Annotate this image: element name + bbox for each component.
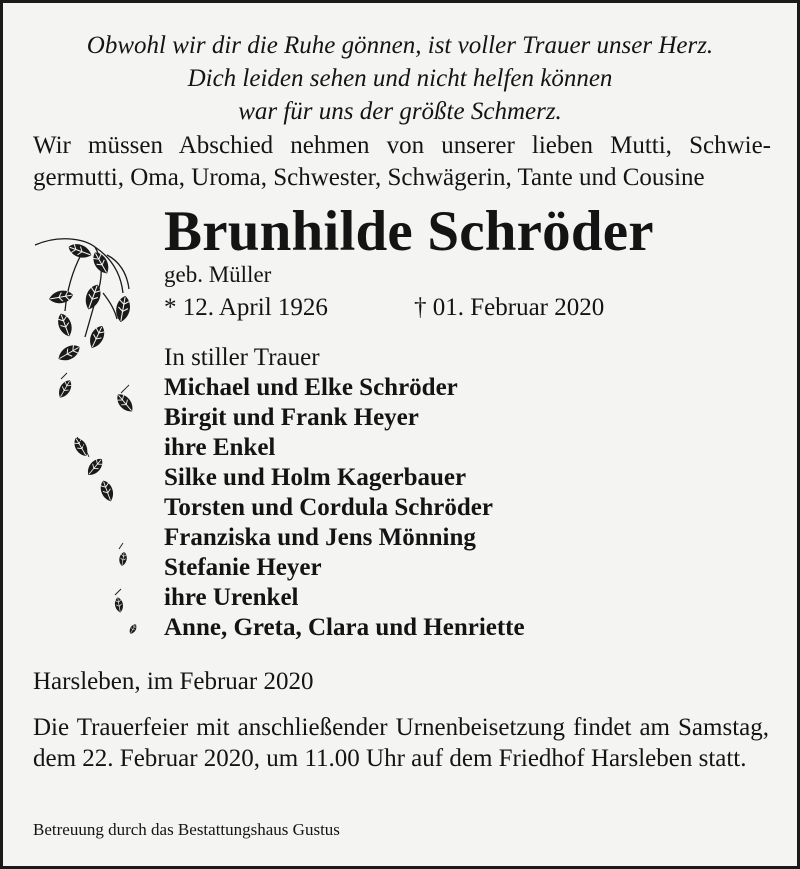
intro-line: germutti, Oma, Uroma, Schwester, Schwägerin, Tante und Cousine <box>33 164 705 191</box>
mourner-line: Torsten und Cordula Schröder <box>164 494 493 521</box>
falling-leaves-branch-icon <box>33 233 153 653</box>
mourners <box>164 343 525 643</box>
funeral-service-info: Die Trauerfeier mit anschließender Urnenbeisetzung findet am Samstag, dem 22. Februar 2020, um 11.00 Uhr auf dem Friedhof Harsleben statt. <box>33 714 769 772</box>
place-date: Harsleben, im Februar 2020 <box>33 668 314 695</box>
poem <box>3 29 797 128</box>
maiden-name: geb. Müller <box>164 262 272 287</box>
intro-text <box>33 130 771 194</box>
mourner-line: ihre Enkel <box>164 434 276 461</box>
mourner-line: Birgit und Frank Heyer <box>164 404 419 431</box>
poem-line: war für uns der größte Schmerz. <box>238 98 562 125</box>
poem-line: Dich leiden sehen und nicht helfen können <box>187 65 613 92</box>
deceased-name: Brunhilde Schröder <box>164 200 654 263</box>
birth-date: * 12. April 1926 <box>164 294 328 321</box>
mourner-line: Stefanie Heyer <box>164 554 322 581</box>
funeral-home-credit: Betreuung durch das Bestattungshaus Gustus <box>33 820 340 839</box>
life-dates <box>164 292 605 324</box>
mourner-line: Anne, Greta, Clara und Henriette <box>164 614 525 641</box>
poem-line: Obwohl wir dir die Ruhe gönnen, ist voller Trauer unser Herz. <box>86 32 714 59</box>
intro-line: Wir müssen Abschied nehmen von unserer lieben Mutti, Schwie- <box>33 132 771 159</box>
mourner-line: ihre Urenkel <box>164 584 299 611</box>
mourners-heading: In stiller Trauer <box>164 344 320 371</box>
mourner-line: Michael und Elke Schröder <box>164 374 458 401</box>
mourner-line: Franziska und Jens Mönning <box>164 524 476 551</box>
death-date: † 01. Februar 2020 <box>414 294 605 321</box>
mourner-line: Silke und Holm Kagerbauer <box>164 464 467 491</box>
